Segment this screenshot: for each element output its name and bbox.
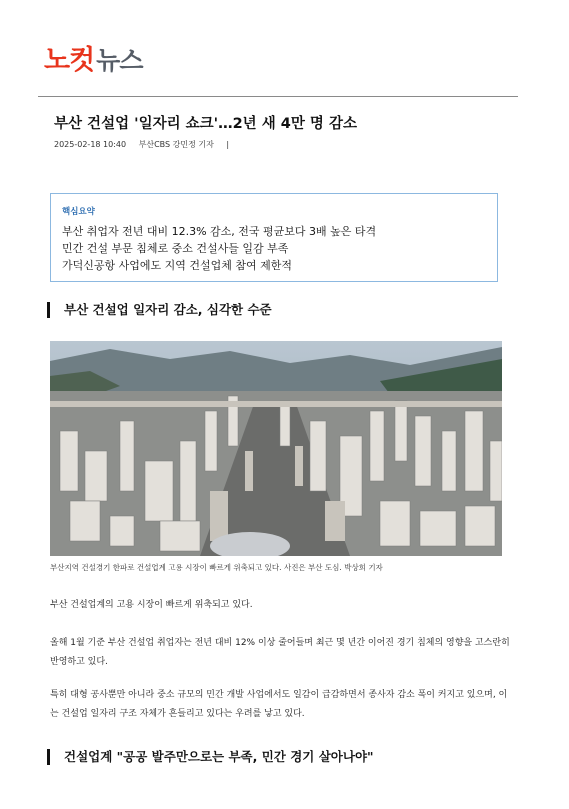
body-paragraph-1: 부산 건설업계의 고용 시장이 빠르게 위축되고 있다. bbox=[50, 600, 253, 610]
header-divider bbox=[38, 96, 518, 97]
author-separator: | bbox=[226, 140, 230, 149]
logo-part-nocut: 노컷 bbox=[44, 45, 95, 76]
summary-item: 가덕신공항 사업에도 지역 건설업체 참여 제한적 bbox=[62, 259, 293, 272]
body-paragraph-3: 특히 대형 공사뿐만 아니라 중소 규모의 민간 개발 사업에서도 일감이 급감하면서 종사자 감소 폭이 커지고 있으며, 이는 건설업 일자리 구조 자체가 흔들리고 있다는 우려를 낳고 있다. bbox=[50, 690, 508, 719]
section-heading-1: 부산 건설업 일자리 감소, 심각한 수준 bbox=[47, 302, 272, 318]
section-heading-2: 건설업계 "공공 발주만으로는 부족, 민간 경기 살아나야" bbox=[47, 749, 374, 765]
article-meta bbox=[54, 139, 239, 150]
summary-item: 민간 건설 부문 침체로 중소 건설사들 일감 부족 bbox=[62, 242, 289, 255]
city-aerial-image bbox=[50, 341, 502, 556]
key-summary-box bbox=[50, 193, 498, 282]
body-paragraph-2: 올해 1월 기준 부산 건설업 취업자는 전년 대비 12% 이상 줄어들며 최근 몇 년간 이어진 경기 침체의 영향을 고스란히 반영하고 있다. bbox=[50, 638, 510, 667]
summary-label: 핵심요약 bbox=[62, 207, 95, 217]
article-photo[interactable] bbox=[50, 341, 502, 556]
news-logo[interactable] bbox=[44, 38, 142, 78]
article-datetime: 2025-02-18 10:40 bbox=[54, 140, 127, 149]
photo-caption: 부산지역 건설경기 한파로 건설업계 고용 시장이 빠르게 위축되고 있다. 사진은 부산 도심. 박상희 기자 bbox=[50, 563, 383, 572]
logo-part-news: 뉴스 bbox=[96, 46, 143, 75]
article-headline: 부산 건설업 '일자리 쇼크'…2년 새 4만 명 감소 bbox=[54, 116, 358, 132]
summary-item: 부산 취업자 전년 대비 12.3% 감소, 전국 평균보다 3배 높은 타격 bbox=[62, 225, 377, 238]
article-author[interactable]: 부산CBS 강민정 기자 bbox=[138, 140, 214, 149]
